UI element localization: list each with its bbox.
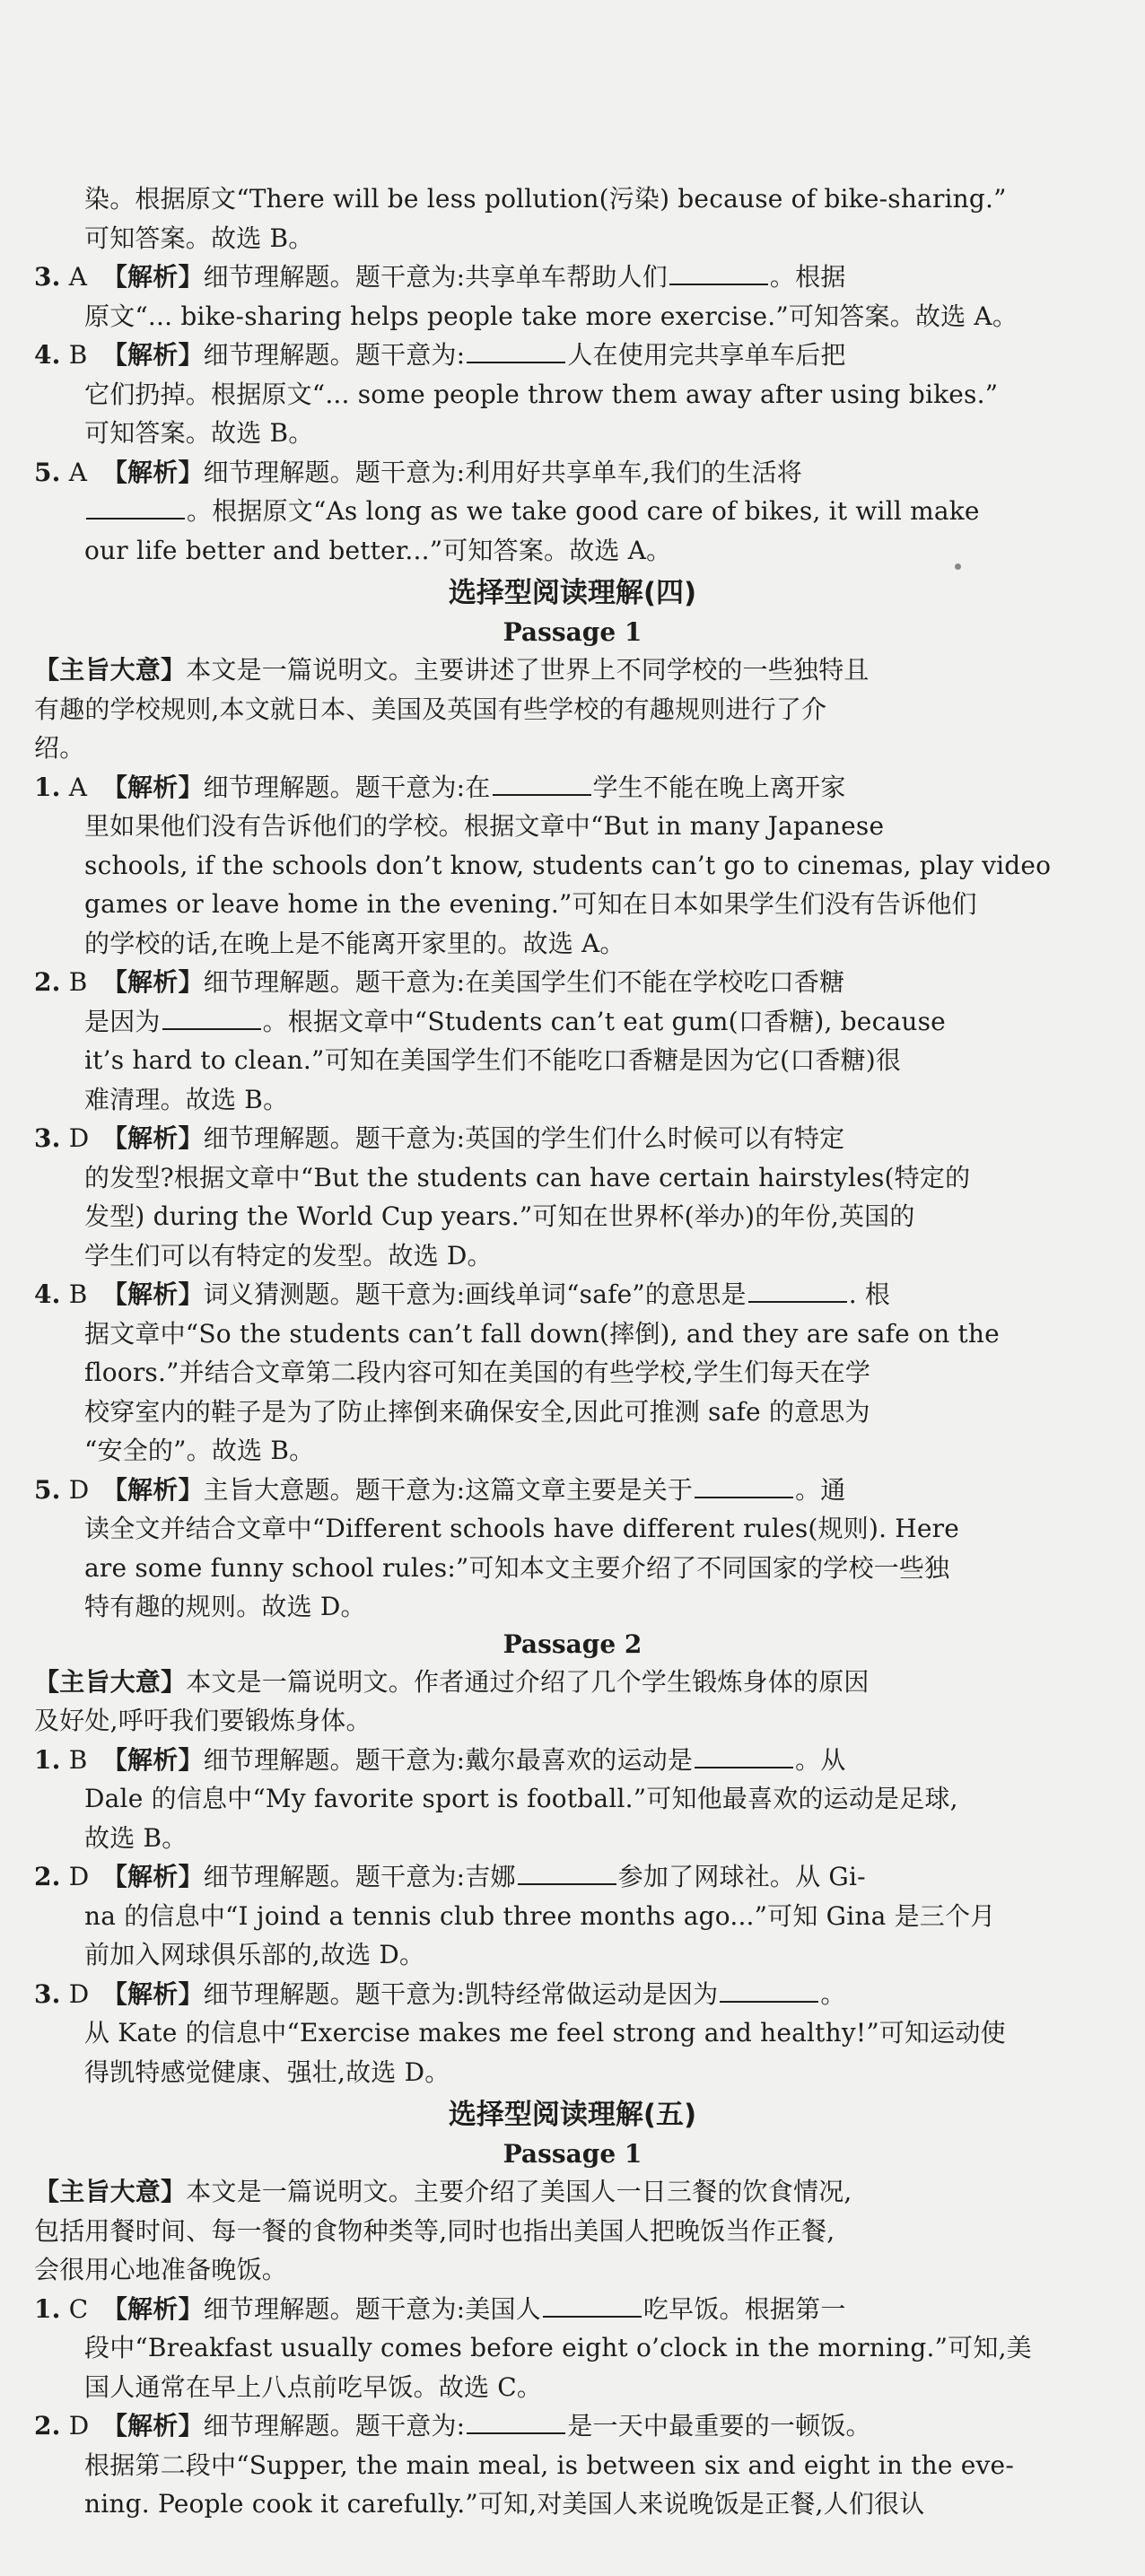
answer-blank bbox=[543, 2292, 642, 2318]
item-number: 1. bbox=[34, 1744, 61, 1775]
section-heading: 选择型阅读理解(四) bbox=[448, 577, 697, 609]
item-answer: B bbox=[68, 1744, 88, 1775]
item-number: 5. bbox=[34, 1474, 61, 1505]
analysis-tag: 【解析】 bbox=[101, 1279, 204, 1309]
item-answer: A bbox=[68, 772, 88, 802]
item-number: 5. bbox=[34, 457, 61, 487]
text-line: 原文“... bike-sharing helps people take more exercise.”可知答案。故选 A。 bbox=[84, 301, 1018, 331]
item-number: 3. bbox=[34, 262, 61, 292]
item-answer: A bbox=[68, 262, 88, 292]
summary-line bbox=[34, 1663, 1111, 1702]
summary-tag: 【主旨大意】 bbox=[34, 1666, 187, 1697]
item-text: 细节理解题。题干意为:利用好共享单车,我们的生活将 bbox=[203, 457, 803, 487]
passage-title: Passage 2 bbox=[503, 1629, 642, 1659]
summary-text: 本文是一篇说明文。作者通过介绍了几个学生锻炼身体的原因 bbox=[186, 1666, 870, 1697]
text-line: 国人通常在早上八点前吃早饭。故选 C。 bbox=[84, 2371, 543, 2402]
analysis-tag: 【解析】 bbox=[101, 1744, 204, 1775]
text-line: 它们扔掉。根据原文“... some people throw them away after using bikes.” bbox=[84, 379, 999, 409]
item-answer: C bbox=[68, 2293, 89, 2324]
text-line: ning. People cook it carefully.”可知,对美国人来说晚饭是正餐,人们很认 bbox=[84, 2489, 925, 2519]
answer-blank bbox=[162, 1005, 261, 1030]
analysis-tag: 【解析】 bbox=[101, 262, 204, 292]
answer-blank bbox=[493, 771, 591, 796]
text-line: games or leave home in the evening.”可知在日本如果学生们没有告诉他们 bbox=[84, 889, 977, 919]
item-number: 3. bbox=[34, 1978, 61, 2009]
answer-blank bbox=[669, 260, 768, 285]
answer-item-2 bbox=[34, 963, 1111, 1002]
answer-item-1 bbox=[34, 2290, 1111, 2329]
item-text: 学生不能在晚上离开家 bbox=[592, 772, 846, 802]
text-line: 读全文并结合文章中“Different schools have different rules(规则). Here bbox=[84, 1514, 960, 1543]
summary-line: 包括用餐时间、每一餐的食物种类等,同时也指出美国人把晚饭当作正餐, bbox=[34, 2215, 835, 2246]
summary-line: 会很用心地准备晚饭。 bbox=[34, 2255, 288, 2284]
item-text: 词义猜测题。题干意为:画线单词“safe”的意思是 bbox=[203, 1279, 747, 1309]
text-line: 学生们可以有特定的发型。故选 D。 bbox=[84, 1240, 493, 1271]
item-answer: D bbox=[68, 1123, 90, 1153]
analysis-tag: 【解析】 bbox=[101, 457, 204, 487]
item-text: 细节理解题。题干意为:在 bbox=[203, 772, 491, 802]
text-line: 的学校的话,在晚上是不能离开家里的。故选 A。 bbox=[84, 928, 625, 958]
answer-item-1 bbox=[34, 1741, 1111, 1780]
text-line: 难清理。故选 B。 bbox=[84, 1084, 289, 1114]
item-number: 2. bbox=[34, 2411, 61, 2441]
answer-item-1 bbox=[34, 768, 1111, 808]
item-text: 参加了网球社。从 Gi- bbox=[617, 1862, 866, 1891]
item-text: 。 bbox=[820, 1978, 846, 2009]
item-text: 是因为 bbox=[84, 1006, 161, 1036]
text-line: 前加入网球俱乐部的,故选 D。 bbox=[84, 1940, 425, 1969]
answer-blank bbox=[86, 494, 185, 520]
item-answer: A bbox=[68, 457, 88, 487]
item-text: 是一天中最重要的一顿饭。 bbox=[567, 2411, 871, 2441]
text-line: Dale 的信息中“My favorite sport is football.”可知他最喜欢的运动是足球, bbox=[84, 1784, 958, 1813]
analysis-tag: 【解析】 bbox=[101, 772, 204, 802]
item-answer: D bbox=[68, 1978, 90, 2009]
text-line: 段中“Breakfast usually comes before eight o’clock in the morning.”可知,美 bbox=[84, 2333, 1032, 2362]
item-answer: D bbox=[68, 1862, 90, 1891]
text-line: 校穿室内的鞋子是为了防止摔倒来确保安全,因此可推测 safe 的意思为 bbox=[84, 1396, 870, 1427]
item-text: 细节理解题。题干意为:美国人 bbox=[203, 2293, 541, 2324]
summary-tag: 【主旨大意】 bbox=[34, 2177, 187, 2206]
text-line: 可知答案。故选 B。 bbox=[84, 418, 314, 448]
item-text: 细节理解题。题干意为:在美国学生们不能在学校吃口香糖 bbox=[203, 967, 845, 997]
answer-item-5 bbox=[34, 453, 1111, 493]
item-text: 细节理解题。题干意为: bbox=[203, 2411, 466, 2441]
text-line: 根据第二段中“Supper, the main meal, is between six and eight in the eve- bbox=[84, 2449, 1014, 2480]
text-line bbox=[34, 1002, 1111, 1042]
passage-title: Passage 1 bbox=[503, 2139, 642, 2169]
item-text: . 根 bbox=[848, 1279, 891, 1309]
item-number: 2. bbox=[34, 967, 61, 997]
text-line: 可知答案。故选 B。 bbox=[84, 223, 314, 253]
text-line: 的发型?根据文章中“But the students can have certain hairstyles(特定的 bbox=[84, 1162, 971, 1192]
summary-line: 有趣的学校规则,本文就日本、美国及英国有些学校的有趣规则进行了介 bbox=[34, 694, 827, 724]
text-line: 从 Kate 的信息中“Exercise makes me feel strong and healthy!”可知运动使 bbox=[84, 2018, 1006, 2048]
text-line: 得凯特感觉健康、强壮,故选 D。 bbox=[84, 2056, 450, 2087]
text-line: floors.”并结合文章第二段内容可知在美国的有些学校,学生们每天在学 bbox=[84, 1358, 871, 1387]
item-answer: B bbox=[68, 967, 88, 997]
analysis-tag: 【解析】 bbox=[101, 1978, 204, 2009]
answer-blank bbox=[720, 1978, 818, 2003]
answer-blank bbox=[695, 1743, 793, 1768]
text-line: are some funny school rules:”可知本文主要介绍了不同国家的学校一些独 bbox=[84, 1552, 950, 1583]
item-text: 细节理解题。题干意为:凯特经常做运动是因为 bbox=[203, 1978, 719, 2009]
answer-item-4 bbox=[34, 336, 1111, 375]
summary-line bbox=[34, 651, 1111, 690]
item-text: 细节理解题。题干意为:英国的学生们什么时候可以有特定 bbox=[203, 1123, 845, 1153]
item-text: 。根据原文“As long as we take good care of bikes, it will make bbox=[187, 496, 980, 526]
item-number: 1. bbox=[34, 2293, 61, 2324]
item-text: 细节理解题。题干意为:吉娜 bbox=[203, 1862, 516, 1891]
item-answer: B bbox=[68, 340, 88, 370]
text-line: it’s hard to clean.”可知在美国学生们不能吃口香糖是因为它(口香糖)很 bbox=[84, 1045, 902, 1075]
item-text: 细节理解题。题干意为:共享单车帮助人们 bbox=[203, 262, 668, 292]
answer-blank bbox=[748, 1278, 847, 1303]
text-line: 故选 B。 bbox=[84, 1822, 188, 1853]
analysis-tag: 【解析】 bbox=[101, 2293, 204, 2324]
answer-item-3 bbox=[34, 1975, 1111, 2014]
item-text: 吃早饭。根据第一 bbox=[642, 2293, 846, 2324]
text-line bbox=[34, 492, 1111, 531]
analysis-tag: 【解析】 bbox=[101, 967, 204, 997]
text-line: 里如果他们没有告诉他们的学校。根据文章中“But in many Japanese bbox=[84, 811, 885, 841]
analysis-tag: 【解析】 bbox=[101, 2411, 204, 2441]
item-text: 细节理解题。题干意为:戴尔最喜欢的运动是 bbox=[203, 1744, 694, 1775]
item-number: 1. bbox=[34, 772, 61, 802]
item-answer: D bbox=[68, 2411, 90, 2441]
analysis-tag: 【解析】 bbox=[101, 1474, 204, 1505]
text-line: 发型) during the World Cup years.”可知在世界杯(举办)的年份,英国的 bbox=[84, 1201, 915, 1231]
item-text: 。从 bbox=[795, 1744, 846, 1775]
item-number: 4. bbox=[34, 1279, 61, 1309]
answer-blank bbox=[518, 1860, 616, 1885]
item-text: 主旨大意题。题干意为:这篇文章主要是关于 bbox=[203, 1474, 694, 1505]
answer-item-2 bbox=[34, 1857, 1111, 1897]
item-text: 。通 bbox=[795, 1474, 846, 1505]
item-answer: D bbox=[68, 1474, 90, 1505]
answer-item-2 bbox=[34, 2406, 1111, 2446]
item-text: 。根据文章中“Students can’t eat gum(口香糖), because bbox=[262, 1006, 946, 1036]
answer-blank bbox=[467, 338, 565, 363]
text-line: our life better and better...”可知答案。故选 A。 bbox=[84, 535, 672, 565]
summary-line: 及好处,呼吁我们要锻炼身体。 bbox=[34, 1706, 371, 1735]
text-line: “安全的”。故选 B。 bbox=[84, 1436, 315, 1465]
answer-item-5 bbox=[34, 1471, 1111, 1510]
answer-item-4 bbox=[34, 1275, 1111, 1314]
item-number: 3. bbox=[34, 1123, 61, 1153]
analysis-tag: 【解析】 bbox=[101, 1123, 204, 1153]
analysis-tag: 【解析】 bbox=[101, 1862, 204, 1891]
item-answer: B bbox=[68, 1279, 88, 1309]
item-number: 4. bbox=[34, 340, 61, 370]
summary-text: 本文是一篇说明文。主要讲述了世界上不同学校的一些独特且 bbox=[186, 655, 870, 685]
text-line: na 的信息中“I joind a tennis club three months ago...”可知 Gina 是三个月 bbox=[84, 1900, 996, 1931]
passage-title: Passage 1 bbox=[503, 617, 642, 647]
item-text: 。根据 bbox=[769, 262, 846, 292]
answer-item-3 bbox=[34, 1119, 1111, 1158]
section-heading: 选择型阅读理解(五) bbox=[448, 2099, 697, 2131]
summary-line bbox=[34, 2172, 1111, 2212]
summary-line: 绍。 bbox=[34, 733, 85, 763]
answer-blank bbox=[467, 2409, 565, 2434]
text-line: 据文章中“So the students can’t fall down(摔倒), and they are safe on the bbox=[84, 1318, 1000, 1349]
answer-page bbox=[34, 179, 1111, 2524]
answer-item-3 bbox=[34, 258, 1111, 297]
text-line: 特有趣的规则。故选 D。 bbox=[84, 1592, 366, 1621]
answer-blank bbox=[695, 1473, 793, 1498]
item-number: 2. bbox=[34, 1862, 61, 1891]
summary-tag: 【主旨大意】 bbox=[34, 655, 187, 685]
item-text: 人在使用完共享单车后把 bbox=[567, 340, 846, 370]
text-line: 染。根据原文“There will be less pollution(污染) because of bike-sharing.” bbox=[84, 184, 1007, 214]
summary-text: 本文是一篇说明文。主要介绍了美国人一日三餐的饮食情况, bbox=[186, 2177, 852, 2206]
text-line: schools, if the schools don’t know, students can’t go to cinemas, play video bbox=[84, 850, 1052, 880]
analysis-tag: 【解析】 bbox=[101, 340, 204, 370]
item-text: 细节理解题。题干意为: bbox=[203, 340, 466, 370]
